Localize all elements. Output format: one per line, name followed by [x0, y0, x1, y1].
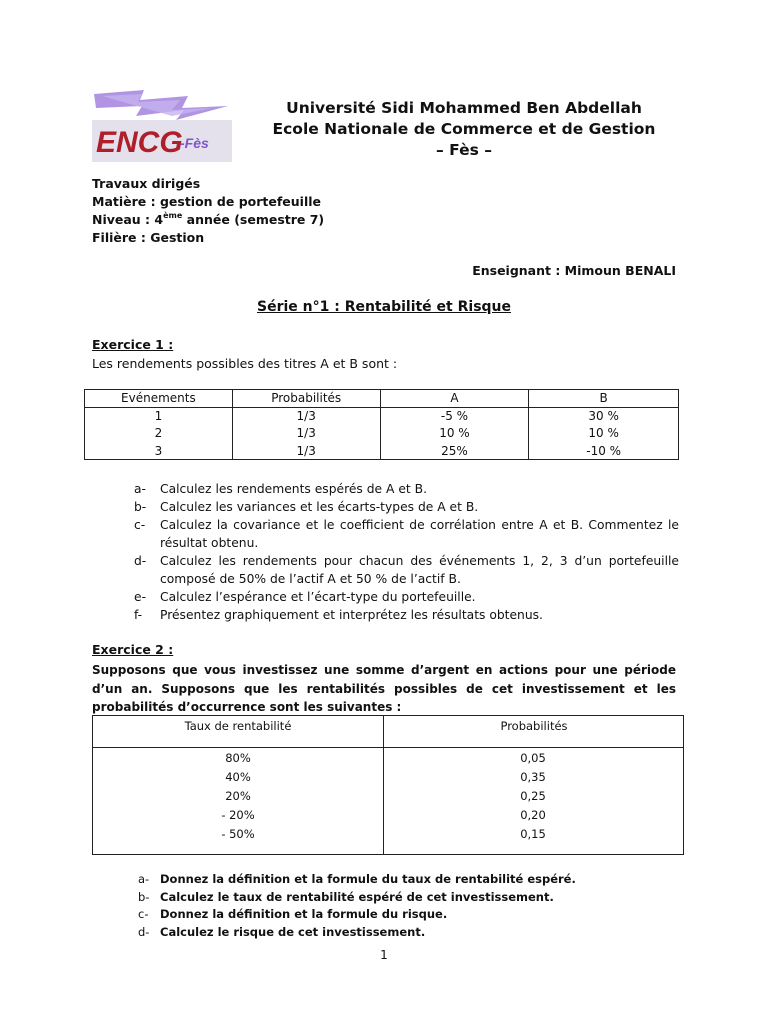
question-text: Calculez le taux de rentabilité espéré de cet investissement.	[160, 889, 554, 904]
table-cell: 0,05	[520, 751, 546, 765]
question-marker: d-	[134, 554, 147, 568]
table-cell: -10 %	[529, 442, 679, 460]
exercise2-table	[92, 715, 684, 855]
probability-column	[483, 749, 583, 844]
table-cell: 1/3	[232, 442, 380, 460]
logo-text-sub: -Fès	[180, 135, 209, 151]
exercise1-questions	[134, 480, 679, 624]
question-text: Calculez les variances et les écarts-types de A et B.	[160, 500, 479, 514]
list-item	[134, 498, 679, 516]
table-header-row	[85, 390, 679, 408]
course-type: Travaux dirigés	[92, 176, 201, 191]
question-text: Donnez la définition et la formule du taux de rentabilité espéré.	[160, 872, 576, 886]
table-cell: 80%	[225, 751, 251, 765]
question-marker: b-	[134, 500, 147, 514]
list-item	[138, 924, 678, 942]
logo-text-main: ENCG	[96, 126, 183, 159]
course-subject: Matière : gestion de portefeuille	[92, 194, 321, 209]
table-cell: - 20%	[221, 808, 255, 822]
city-name: – Fès –	[436, 141, 492, 159]
list-item	[134, 480, 679, 498]
table-cell: 30 %	[529, 407, 679, 425]
question-marker: f-	[134, 608, 143, 622]
table-cell: 1/3	[232, 425, 380, 443]
table-header-cell: B	[529, 390, 679, 408]
level-suffix: année (semestre 7)	[182, 212, 325, 227]
question-marker: a-	[134, 482, 146, 496]
question-marker: d-	[138, 924, 150, 939]
table-header-cell: Evénements	[85, 390, 233, 408]
list-item	[134, 516, 679, 552]
exercise2-questions	[138, 871, 678, 941]
table-cell: 40%	[225, 770, 251, 784]
page-number: 1	[380, 948, 388, 962]
question-text: Donnez la définition et la formule du risque.	[160, 907, 448, 921]
table-cell: 1/3	[232, 407, 380, 425]
series-title: Série n°1 : Rentabilité et Risque	[256, 299, 512, 315]
school-name: Ecole Nationale de Commerce et de Gestion	[272, 120, 656, 138]
table-cell: 2	[85, 425, 233, 443]
list-item	[138, 871, 678, 889]
encg-logo-graphic	[92, 86, 232, 162]
question-text: Calculez les rendements espérés de A et B.	[160, 482, 427, 496]
course-level	[92, 211, 324, 229]
question-marker: a-	[138, 872, 150, 886]
question-text: Calculez l’espérance et l’écart-type du portefeuille.	[160, 590, 476, 604]
question-marker: e-	[134, 590, 147, 604]
exercise1-title: Exercice 1 :	[92, 337, 174, 352]
table-row	[85, 442, 679, 460]
level-prefix: Niveau : 4	[92, 212, 164, 227]
table-cell: 10 %	[380, 425, 529, 443]
table-cell: 3	[85, 442, 233, 460]
table-cell: -5 %	[380, 407, 529, 425]
question-marker: b-	[138, 889, 150, 904]
table-cell: 0,20	[520, 808, 546, 822]
course-info	[92, 175, 324, 247]
teacher-name: Enseignant : Mimoun BENALI	[472, 263, 676, 278]
table-header-cell: Probabilités	[500, 719, 568, 733]
exercise1-intro: Les rendements possibles des titres A et B sont :	[92, 356, 398, 371]
exercise1-table	[84, 389, 679, 460]
table-cell: 0,15	[520, 827, 546, 841]
table-cell: 20%	[225, 789, 251, 803]
table-header-cell: Probabilités	[232, 390, 380, 408]
list-item	[134, 588, 679, 606]
table-cell: 10 %	[529, 425, 679, 443]
list-item	[138, 906, 678, 924]
university-name: Université Sidi Mohammed Ben Abdellah	[286, 99, 642, 117]
question-text: Calculez les rendements pour chacun des événements 1, 2, 3 d’un portefeuille composé de 50% de l’actif A et 50 % de l’actif B.	[160, 554, 679, 586]
course-track: Filière : Gestion	[92, 230, 205, 245]
table-cell: 0,25	[520, 789, 546, 803]
level-superscript: ème	[163, 211, 183, 220]
table-row	[85, 425, 679, 443]
table-header-cell: Taux de rentabilité	[184, 719, 292, 733]
list-item	[138, 889, 678, 907]
question-text: Calculez le risque de cet investissement.	[160, 924, 426, 939]
question-marker: c-	[138, 907, 149, 921]
institution-header	[250, 98, 678, 161]
table-cell: 25%	[380, 442, 529, 460]
table-cell: - 50%	[221, 827, 255, 841]
table-cell: 1	[85, 407, 233, 425]
question-marker: c-	[134, 518, 146, 532]
table-row	[85, 407, 679, 425]
rate-column	[188, 749, 288, 844]
list-item	[134, 606, 679, 624]
table-header-cell: A	[380, 390, 529, 408]
question-text: Calculez la covariance et le coefficient de corrélation entre A et B. Commentez le résultat obtenu.	[160, 518, 679, 550]
question-text: Présentez graphiquement et interprétez les résultats obtenus.	[160, 608, 543, 622]
exercise2-title: Exercice 2 :	[92, 642, 174, 657]
encg-logo	[92, 86, 232, 162]
table-divider	[383, 716, 384, 854]
table-cell: 0,35	[520, 770, 546, 784]
table-divider	[93, 747, 683, 748]
list-item	[134, 552, 679, 588]
exercise2-intro: Supposons que vous investissez une somme d’argent en actions pour une période d’un an. Supposons que les rentabilités possibles de cet investissement et les probabilités d’occurrence sont les suivantes :	[92, 663, 676, 714]
